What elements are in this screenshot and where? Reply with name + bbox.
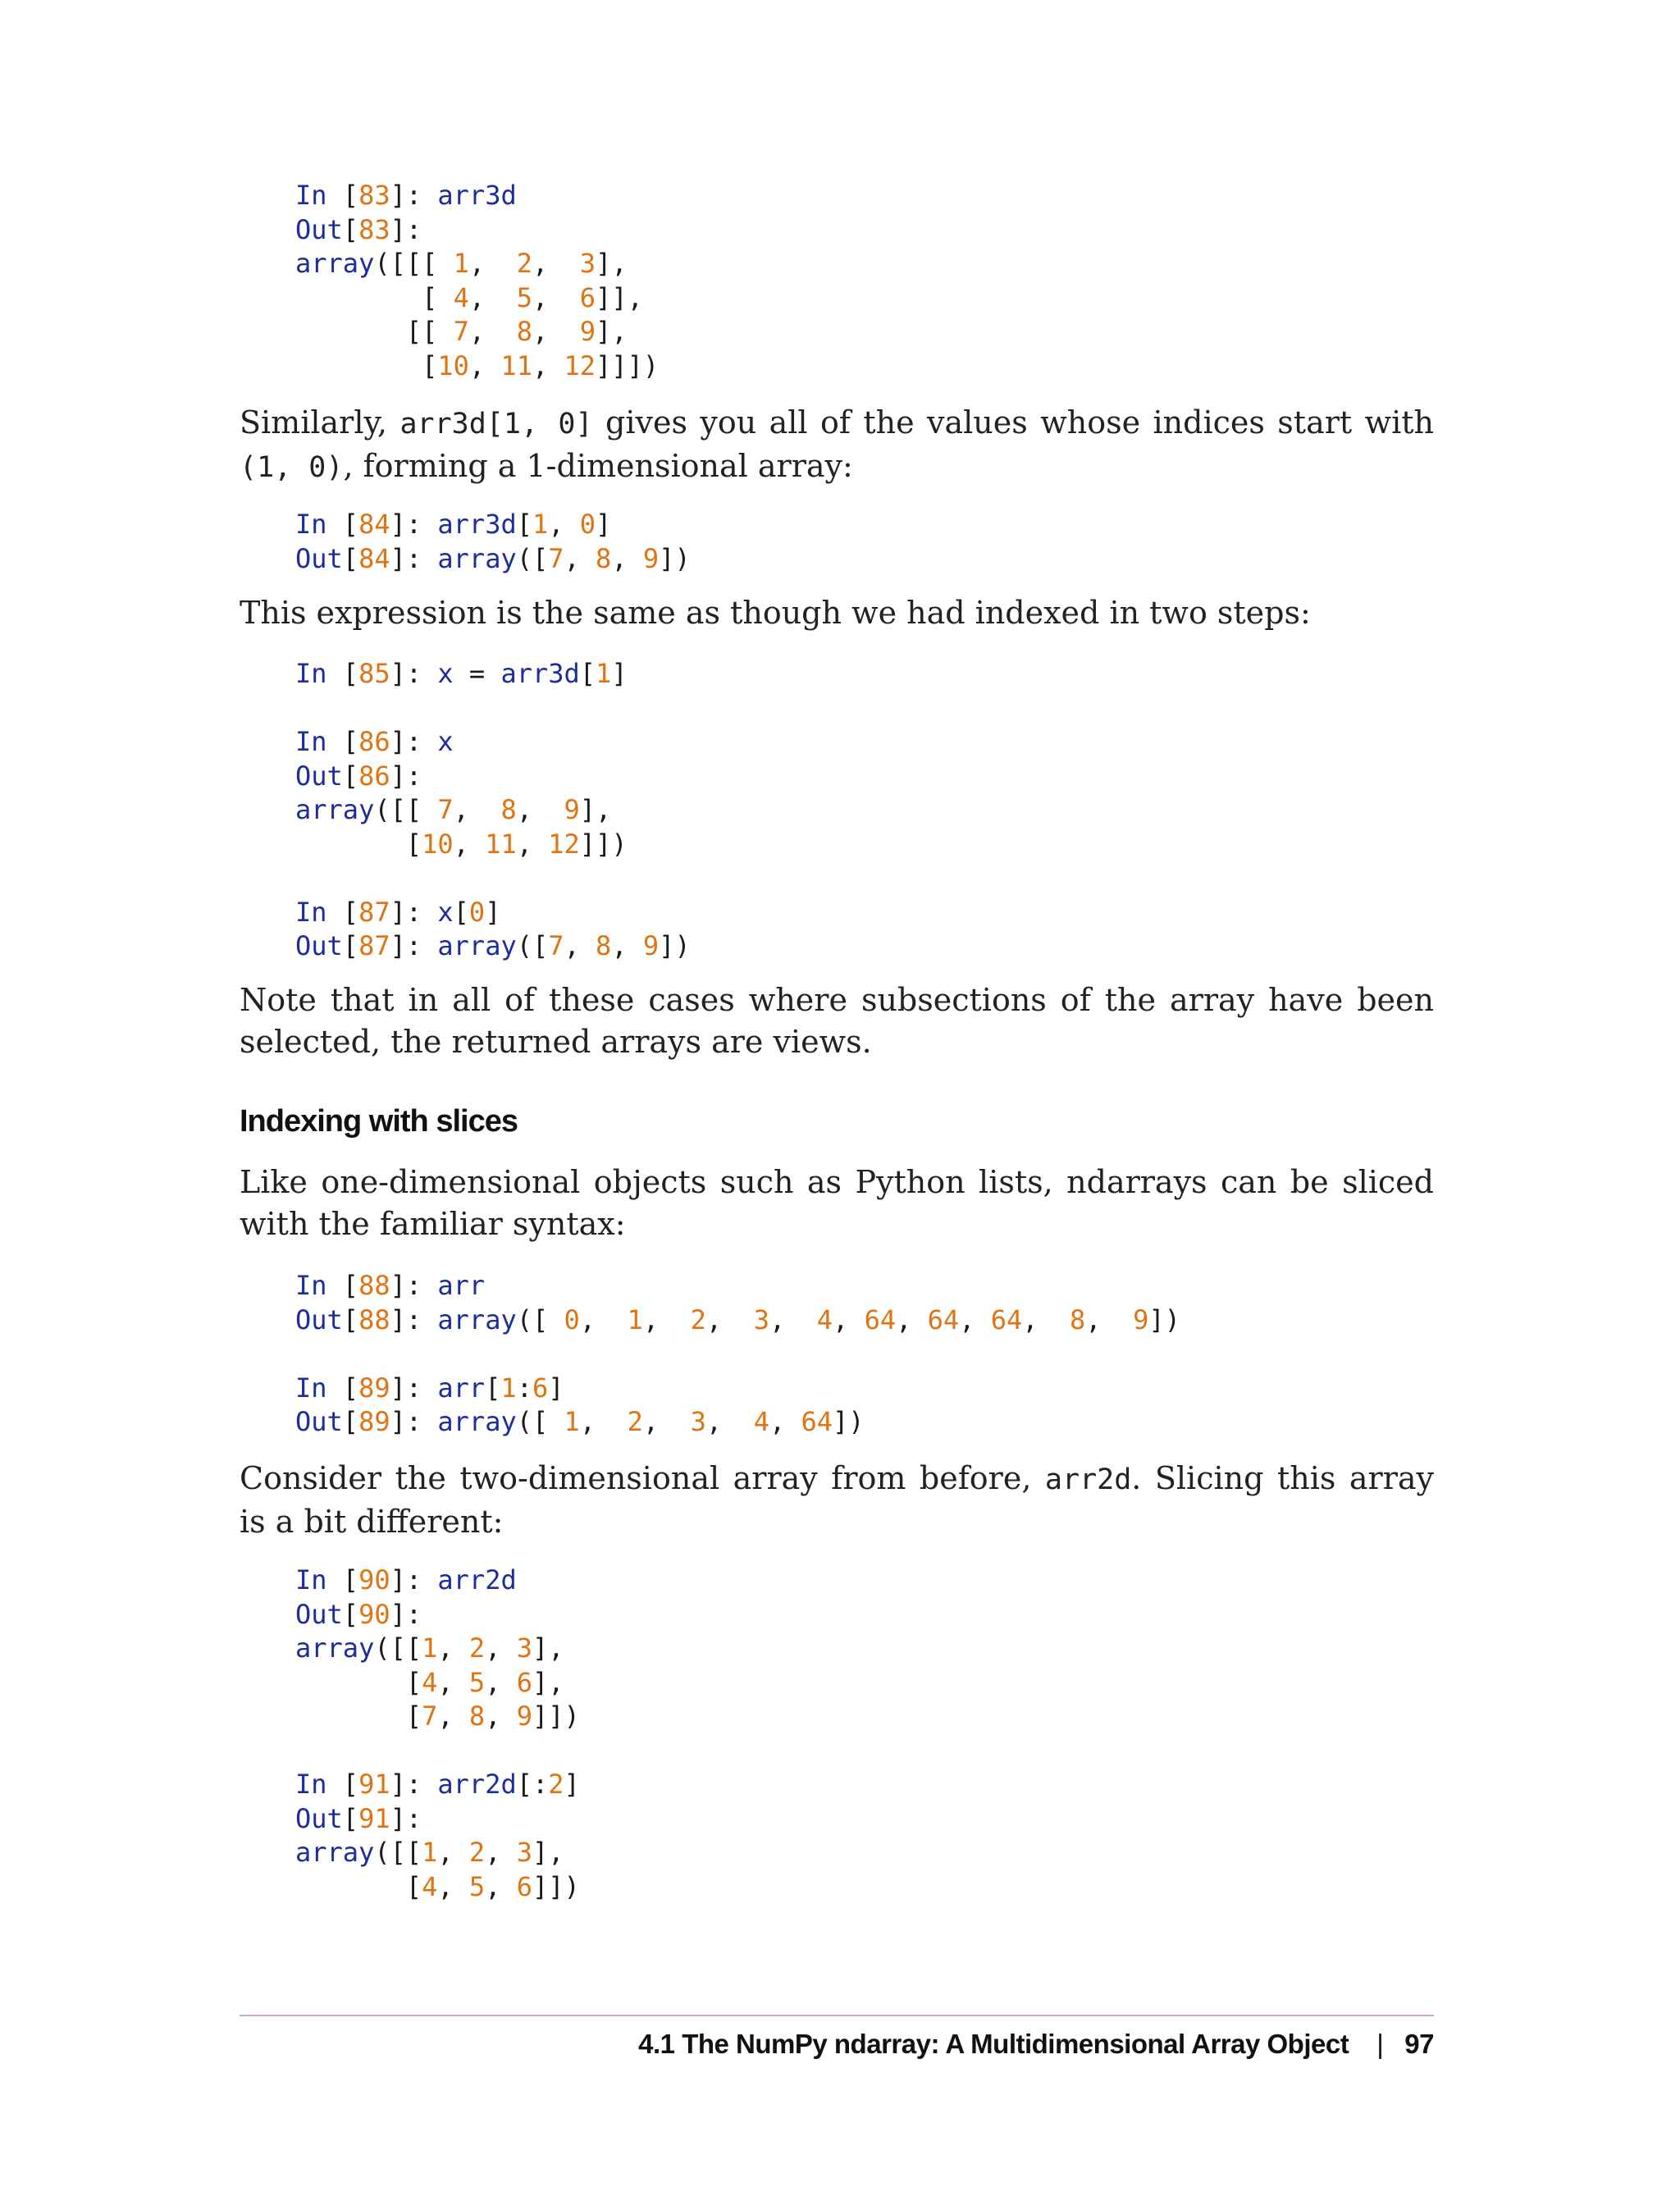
footer-separator: | <box>1376 2029 1384 2059</box>
code-line: Out[86]: <box>295 760 422 792</box>
code-line: In [88]: arr <box>295 1270 486 1301</box>
code-line: In [84]: arr3d[1, 0] <box>295 509 612 540</box>
inline-code: arr2d <box>1044 1463 1132 1496</box>
code-line: Out[89]: array([ 1, 2, 3, 4, 64]) <box>295 1406 865 1437</box>
code-line: [ 4, 5, 6]], <box>422 281 643 313</box>
code-block <box>295 1564 580 1904</box>
code-line: array([[[ 1, 2, 3], <box>295 248 628 279</box>
paragraph: Note that in all of these cases where subsections of the array have been selected, the returned arrays are views. <box>240 982 1434 1060</box>
code-line: Out[90]: <box>295 1598 422 1630</box>
code-line: In [85]: x = arr3d[1] <box>295 658 628 689</box>
code-line: [4, 5, 6], <box>405 1666 564 1698</box>
code-line: In [91]: arr2d[:2] <box>295 1769 580 1800</box>
code-line: In [86]: x <box>295 726 454 757</box>
code-block <box>295 657 691 964</box>
code-line: array([[1, 2, 3], <box>295 1837 564 1868</box>
code-line: array([[1, 2, 3], <box>295 1632 564 1664</box>
footer-rule <box>240 2015 1434 2016</box>
code-line: In [90]: arr2d <box>295 1564 517 1596</box>
code-line: Out[91]: <box>295 1802 422 1834</box>
code-line: In [83]: arr3d <box>295 180 517 211</box>
code-line: [10, 11, 12]]) <box>405 828 628 860</box>
code-block <box>295 1269 1180 1440</box>
code-line: Out[88]: array([ 0, 1, 2, 3, 4, 64, 64, 64, 8, 9]) <box>295 1303 1180 1335</box>
code-block <box>295 179 659 383</box>
code-line: array([[ 7, 8, 9], <box>295 794 612 825</box>
paragraph: Like one-dimensional objects such as Python lists, ndarrays can be sliced with the familiar syntax: <box>240 1164 1434 1242</box>
inline-code: arr3d[1, 0] <box>399 408 593 441</box>
paragraph: This expression is the same as though we had indexed in two steps: <box>240 595 1311 631</box>
code-line: [[ 7, 8, 9], <box>405 316 628 347</box>
footer-section-title: 4.1 The NumPy ndarray: A Multidimensional Array Object <box>638 2029 1349 2059</box>
code-line: In [89]: arr[1:6] <box>295 1372 564 1404</box>
paragraph: Similarly, arr3d[1, 0] gives you all of the values whose indices start with (1, 0), forming a 1-dimensional array: <box>240 404 1435 484</box>
section-heading: Indexing with slices <box>240 1104 518 1139</box>
code-line: Out[84]: array([7, 8, 9]) <box>295 542 691 574</box>
code-line: In [87]: x[0] <box>295 896 501 928</box>
code-line: Out[87]: array([7, 8, 9]) <box>295 930 691 961</box>
code-block <box>295 508 691 576</box>
inline-code: (1, 0) <box>240 451 344 484</box>
paragraph: Consider the two-dimensional array from before, arr2d. Slicing this array is a bit different: <box>240 1460 1434 1540</box>
code-line: Out[83]: <box>295 213 422 245</box>
page-number: 97 <box>1404 2029 1434 2059</box>
code-line: [7, 8, 9]]) <box>405 1701 580 1732</box>
page-footer <box>638 2029 1434 2060</box>
code-line: [10, 11, 12]]]) <box>422 349 660 381</box>
code-line: [4, 5, 6]]) <box>405 1870 580 1902</box>
